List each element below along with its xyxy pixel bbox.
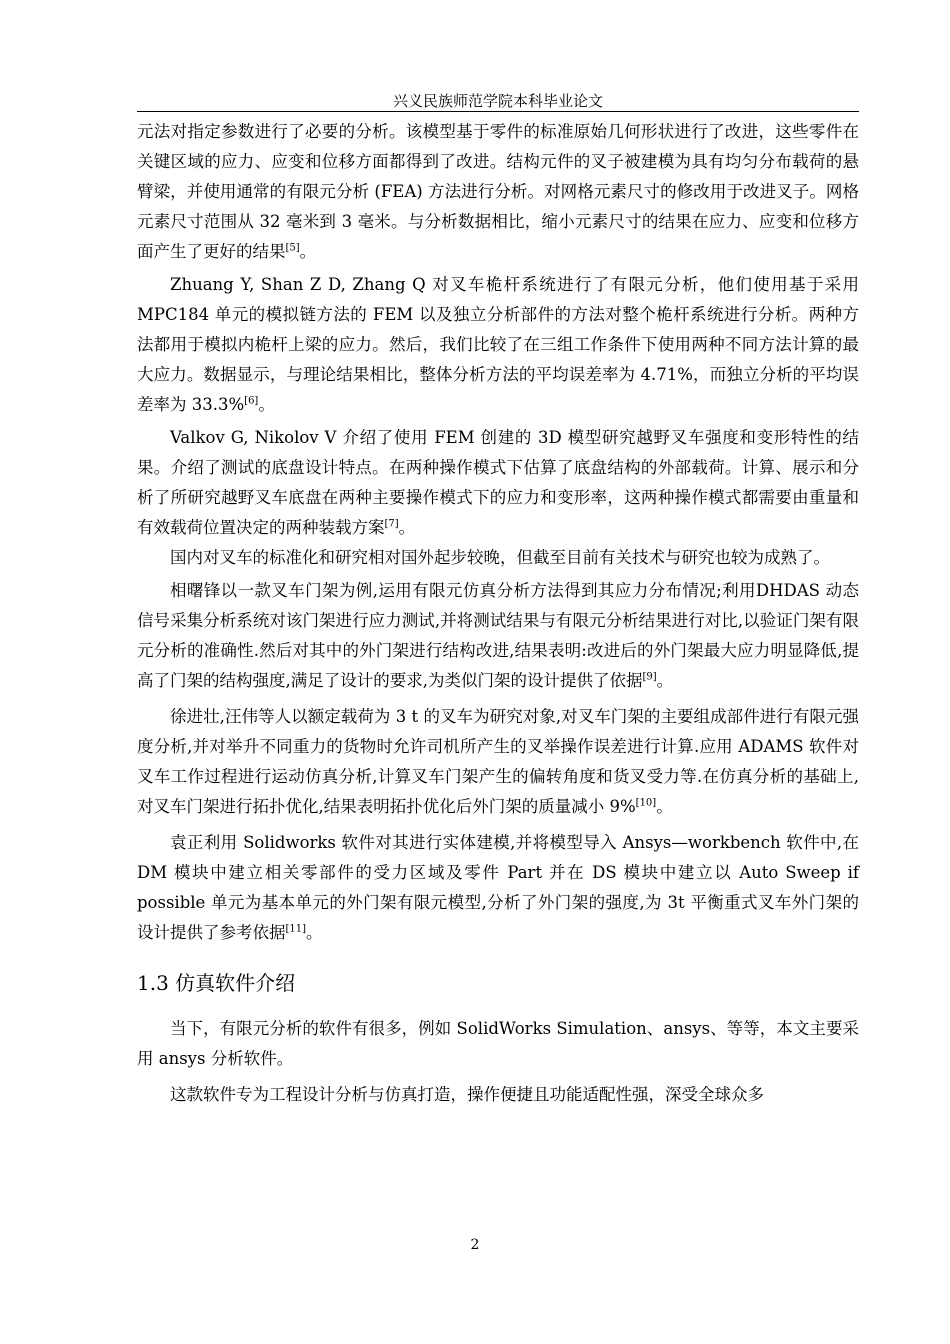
header-rule	[137, 111, 859, 112]
citation-ref: [7]	[384, 518, 399, 530]
paragraph-2	[137, 270, 859, 420]
citation-ref: [9]	[642, 671, 657, 683]
paragraph-text: Valkov G, Nikolov V 介绍了使用 FEM 创建的 3D 模型研究越野叉车强度和变形特性的结果。介绍了测试的底盘设计特点。在两种操作模式下估算了底盘结构的外部载荷。计算、展示和分析了所研究越野叉车底盘在两种主要操作模式下的应力和变形率，这两种操作模式都需要由重量和有效载荷位置决定的两种装载方案	[137, 428, 859, 537]
paragraph-tail: 。	[306, 923, 323, 942]
paragraph-4	[137, 543, 859, 573]
page-number: 2	[470, 1237, 480, 1253]
paragraph-9	[137, 1080, 859, 1110]
paragraph-tail: 。	[299, 242, 317, 261]
citation-ref: [10]	[635, 797, 657, 809]
citation-ref: [5]	[285, 242, 300, 254]
paragraph-text: 这款软件专为工程设计分析与仿真打造，操作便捷且功能适配性强，深受全球众多	[170, 1085, 764, 1104]
paragraph-text: 袁正利用 Solidworks 软件对其进行实体建模,并将模型导入 Ansys—workbench 软件中,在 DM 模块中建立相关零部件的受力区域及零件 Part 并在 DS 模块中建立以 Auto Sweep if possible 单元为基本单元的外门架有限元模型,分析了外门架的强度,为 3t 平衡重式叉车外门架的设计提供了参考依据	[137, 833, 859, 942]
section-heading: 1.3 仿真软件介绍	[137, 971, 296, 995]
paragraph-6	[137, 702, 859, 822]
citation-ref: [6]	[244, 395, 259, 407]
paragraph-7	[137, 828, 859, 948]
paragraph-5	[137, 576, 859, 696]
paragraph-8	[137, 1014, 859, 1074]
paragraph-text: 元法对指定参数进行了必要的分析。该模型基于零件的标准原始几何形状进行了改进，这些零件在关键区域的应力、应变和位移方面都得到了改进。结构元件的叉子被建模为具有均匀分布载荷的悬臂梁，并使用通常的有限元分析 (FEA) 方法进行分析。对网格元素尺寸的修改用于改进叉子。网格元素尺寸范围从 32 毫米到 3 毫米。与分析数据相比，缩小元素尺寸的结果在应力、应变和位移方面产生了更好的结果	[137, 122, 859, 261]
paragraph-text: 相曙锋以一款叉车门架为例,运用有限元仿真分析方法得到其应力分布情况;利用DHDAS 动态信号采集分析系统对该门架进行应力测试,并将测试结果与有限元分析结果进行对比,以验证门架有限元分析的准确性.然后对其中的外门架进行结构改进,结果表明:改进后的外门架最大应力明显降低,提高了门架的结构强度,满足了设计的要求,为类似门架的设计提供了依据	[137, 581, 859, 690]
paragraph-tail: 。	[656, 797, 673, 816]
paragraph-text: Zhuang Y, Shan Z D, Zhang Q 对叉车桅杆系统进行了有限元分析，他们使用基于采用 MPC184 单元的模拟链方法的 FEM 以及独立分析部件的方法对整个桅杆系统进行分析。两种方法都用于模拟内桅杆上梁的应力。然后，我们比较了在三组工作条件下使用两种不同方法计算的最大应力。数据显示，与理论结果相比，整体分析方法的平均误差率为 4.71%，而独立分析的平均误差率为 33.3%	[137, 275, 859, 414]
citation-ref: [11]	[285, 923, 307, 935]
paragraph-text: 国内对叉车的标准化和研究相对国外起步较晚，但截至目前有关技术与研究也较为成熟了。	[170, 548, 830, 567]
body-text	[137, 117, 859, 1110]
paragraph-tail: 。	[656, 671, 674, 690]
paragraph-tail: 。	[398, 518, 416, 537]
paragraph-tail: 。	[258, 395, 275, 414]
paragraph-3	[137, 423, 859, 543]
paragraph-text: 徐进壮,汪伟等人以额定载荷为 3 t 的叉车为研究对象,对叉车门架的主要组成部件进行有限元强度分析,并对举升不同重力的货物时允许司机所产生的叉举操作误差进行计算.应用 ADAMS 软件对叉车工作过程进行运动仿真分析,计算叉车门架产生的偏转角度和货叉受力等.在仿真分析的基础上,对叉车门架进行拓扑优化,结果表明拓扑优化后外门架的质量减小 9%	[137, 707, 859, 816]
paragraph-1	[137, 117, 859, 267]
paragraph-text: 当下，有限元分析的软件有很多，例如 SolidWorks Simulation、ansys、等等，本文主要采用 ansys 分析软件。	[137, 1019, 859, 1068]
running-header: 兴义民族师范学院本科毕业论文	[392, 92, 603, 110]
